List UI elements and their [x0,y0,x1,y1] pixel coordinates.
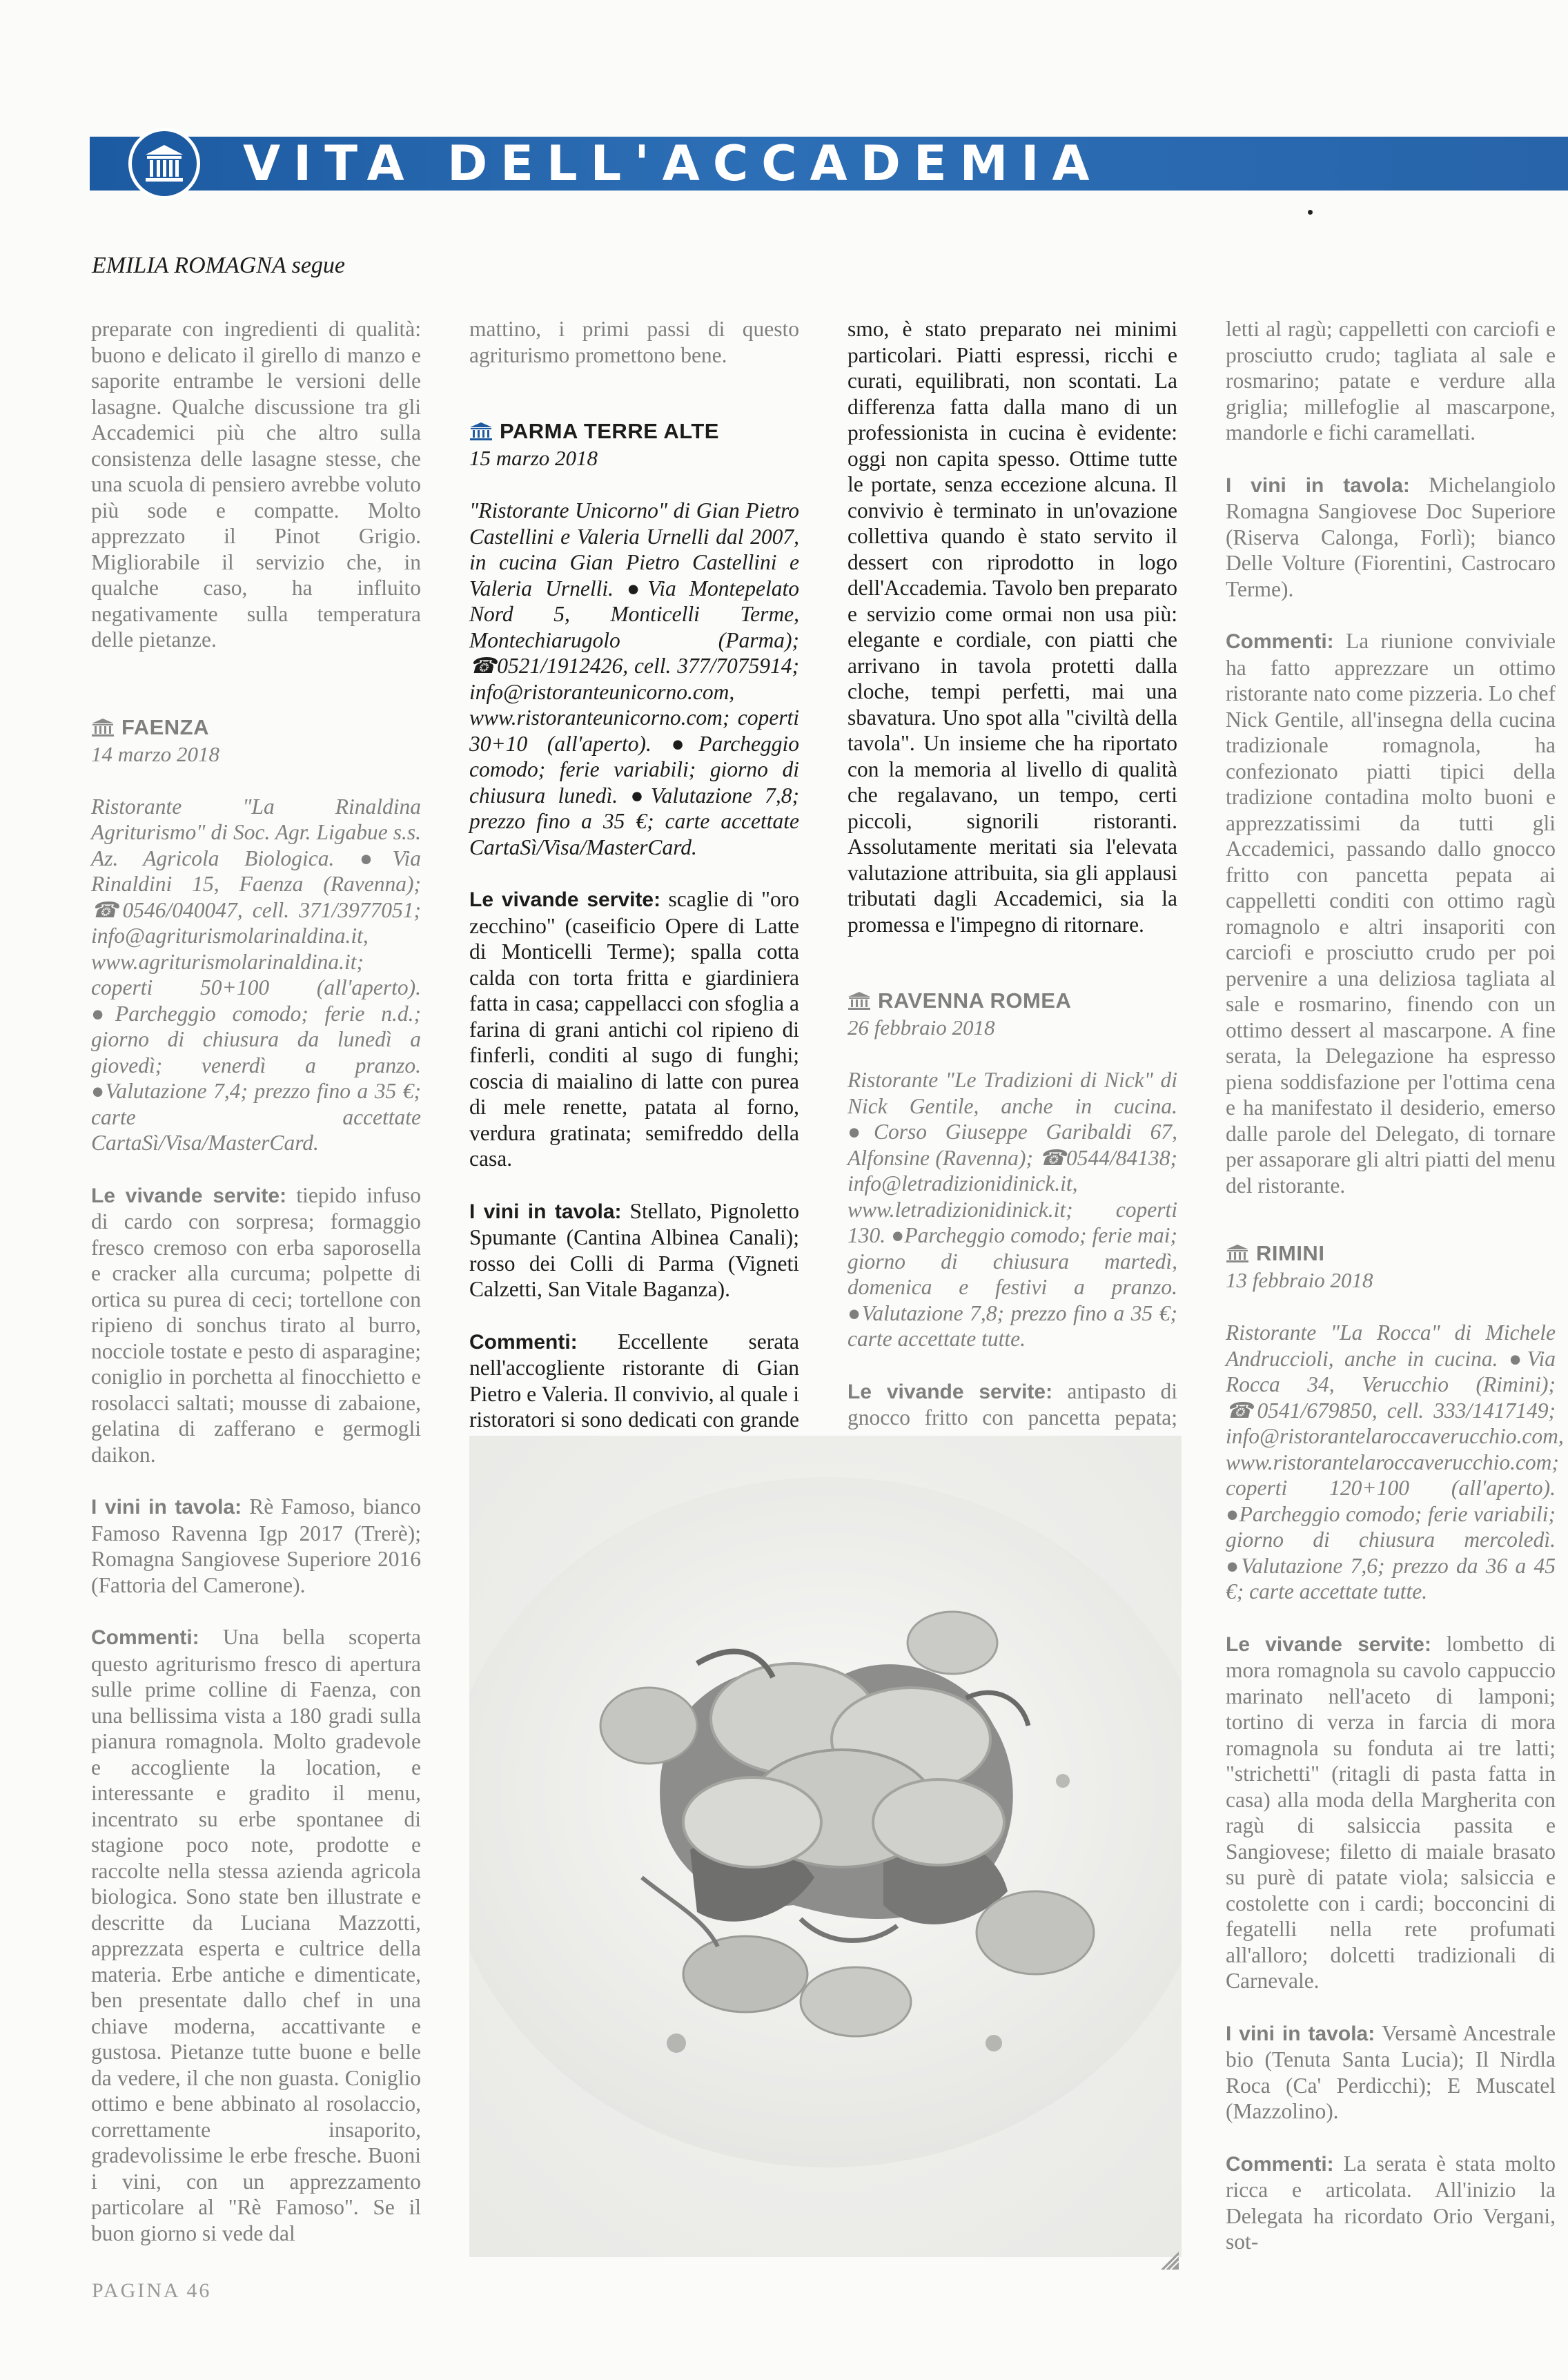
ravenna-title: RAVENNA ROMEA [878,988,1072,1013]
vini-label: I vini in tavola: [91,1496,242,1519]
vivande-label: Le vivande servite: [469,888,661,911]
parma-heading [469,418,799,445]
food-photo [469,1436,1182,2257]
ravenna-heading [847,987,1177,1015]
rimini-title: RIMINI [1256,1241,1325,1265]
commenti-text: La serata è stata molto ricca e articolata. All'inizio la Delegata ha ricordato Orio Vergani, sot- [1226,2151,1556,2254]
parma-vivande [469,886,799,1172]
parma-title: PARMA TERRE ALTE [500,419,719,443]
commenti-text: Una bella scoperta questo agriturismo fresco di apertura sulle prime colline di Faenza, con una bellissima vista a 180 gradi sulla pianura romagnola. Molto gradevole e accogliente la location, e interessante e gradito il menu, incentrato su erbe spontanee di stagione poco note, prodotte e raccolte nella stessa azienda agricola biologica. Sono state ben illustrate e descritte da Luciana Mazzotti, apprezzata esperta e cultrice della materia. Erbe antiche e dimenticate, ben presentate dallo chef in una chiave moderna, accattivante e gustosa. Pietanze tutte buone e belle da vedere, il che non guasta. Coniglio ottimo e bene abbinato al rosolaccio, correttamente insaporito, gradevolissime le erbe fresche. Buoni i vini, con un apprezzamento particolare al "Rè Famoso". Se il buon giorno si vede dal [91,1625,422,2245]
commenti-label: Commenti: [1226,2152,1334,2176]
vivande-label: Le vivande servite: [847,1380,1053,1403]
vini-label: I vini in tavola: [1226,2022,1375,2045]
academy-emblem-icon [128,128,200,199]
photo-corner-mark [1161,2252,1179,2270]
column-4 [1226,316,1564,2255]
vini-text: Rè Famoso, bianco Famoso Ravenna Igp 2017 (Trerè); Romagna Sangiovese Superiore 2016 (Fattoria del Camerone). [91,1494,421,1597]
commenti-label: Commenti: [1226,630,1334,653]
col4-intro: letti al ragù; cappelletti con carciofi e prosciutto crudo; tagliata al sale e rosmarino; patate e verdure alla griglia; millefoglie al mascarpone, mandorle e fichi caramellati. [1226,317,1556,445]
commenti-text: Eccellente serata nell'accogliente ristorante di Gian Pietro e Valeria. Il convivio, al quale i ristoratori si sono dedicati con grande [469,1329,799,1432]
page-number: PAGINA 46 [92,2279,212,2302]
faenza-vivande [91,1182,421,1468]
vini-label: I vini in tavola: [1226,474,1410,497]
vivande-label: Le vivande servite: [1226,1632,1431,1656]
vivande-text: scaglie di "oro zecchino" (caseificio Opere di Latte di Monticelli Terme); spalla cotta calda con torta fritta e giardiniera fatta in casa; cappellacci con sfoglia a farina di grani antichi col ripieno di finferli, conditi al sugo di funghi; coscia di maialino di latte con purea di mele renette, patata al forno, verdura gratinata; semifreddo della casa. [469,887,799,1171]
col1-intro: preparate con ingredienti di qualità: buono e delicato il girello di manzo e saporite entrambe le versioni delle lasagne. Qualche discussione tra gli Accademici più che altro sulla consistenza delle lasagne stesse, che una scuola di pensiero avrebbe voluto più sode e compatte. Molto apprezzato il Pinot Grigio. Migliorabile il servizio che, in qualche caso, ha influito negativamente sulla temperatura delle pietanze. [91,317,421,652]
ravenna-date: 26 febbraio 2018 [847,1015,995,1040]
building-icon [91,718,115,737]
parma-date: 15 marzo 2018 [469,446,598,470]
faenza-heading [91,714,421,741]
rimini-vini [1226,2020,1556,2125]
vivande-label: Le vivande servite: [91,1184,287,1207]
parma-info: "Ristorante Unicorno" di Gian Pietro Castellini e Valeria Urnelli dal 2007, in cucina Gian Pietro Castellini e Valeria Urnelli. ●Via Montepelato Nord 5, Monticelli Terme, Montechiarugolo (Parma); ☎0521/1912426, cell. 377/7075914; info@ristoranteunicorno.com, www.ristoranteunicorno.com; coperti 30+10 (all'aperto). ●Parcheggio comodo; ferie variabili; giorno di chiusura lunedì. ●Valutazione 7,8; prezzo fino a 35 €; carte accettate CartaSì/Visa/MasterCard. [469,498,799,859]
vini-text: Versamè Ancestrale bio (Tenuta Santa Lucia); Il Nirdla Roca (Ca' Perdicchi); E Muscatel (Mazzolino). [1226,2020,1556,2123]
faenza-date: 14 marzo 2018 [91,741,220,766]
commenti-text: La riunione conviviale ha fatto apprezzare un ottimo ristorante nato come pizzeria. Lo chef Nick Gentile, all'insegna della cucina tradizionale romagnola, ha confezionato piatti tipici della tradizione contadina molto buoni e apprezzatissimi da tutti gli Accademici, passando dallo gnocco fritto con pancetta pepata ai cappelletti conditi con ottimo ragù romagnolo e altri insaporiti con carciofi e prosciutto crudo per poi pervenire a una deliziosa tagliata al sale e rosmarino, finendo con un ottimo dessert al mascarpone. A fine serata, la Delegazione ha espresso piena soddisfazione per l'ottima cena e ha manifestato il desiderio, emerso dalle parole del Delegato, di tornare per assaporare gli altri piatti del menu del ristorante. [1226,629,1556,1198]
vivande-text: lombetto di mora romagnola su cavolo cappuccio marinato nell'aceto di lamponi; tortino di verza in farcia di mora romagnola su fonduta ai tre latti; "strichetti" (ritagli di pasta fatta in casa) alla moda della Margherita con ragù di salsiccia passita e Sangiovese; filetto di maiale brasato su purè di patate viola; salsiccia e costolette con i cardi; bocconcini di fegatelli nella rete profumati all'alloro; dolcetti tradizionali di Carnevale. [1226,1631,1556,1993]
parma-vini [469,1198,799,1303]
faenza-commenti [91,1624,421,2246]
faenza-vini [91,1494,421,1598]
vivande-text: antipasto di gnocco fritto con pancetta pepata; [847,1378,1177,1430]
commenti-label: Commenti: [469,1330,578,1354]
ravenna-vini [1226,472,1556,603]
column-3 [847,316,1177,1456]
vivande-text: tiepido infuso di cardo con sorpresa; formaggio fresco cremoso con erba saporosella e cracker alla curcuma; polpette di ortica su purea di ceci; tortellone con ripieno di sonchus tirato al burro, nocciole tostate e pesto di asparagine; coniglio in porchetta al finocchietto e rosolacci saltati; mousse di zabaione, gelatina di zafferano e germogli daikon. [91,1182,421,1467]
rimini-vivande [1226,1631,1556,1994]
stray-dot [1308,210,1313,215]
building-icon [469,422,493,441]
rimini-date: 13 febbraio 2018 [1226,1268,1373,1292]
col2-intro: mattino, i primi passi di questo agriturismo promettono bene. [469,317,799,367]
rimini-commenti [1226,2151,1556,2255]
ravenna-commenti [1226,628,1556,1198]
vini-text: Michelangiolo Romagna Sangiovese Doc Superiore (Riserva Calonga, Forlì); bianco Delle Volture (Fiorentini, Castrocaro Terme). [1226,472,1556,601]
rimini-heading [1226,1240,1556,1267]
vini-text: Stellato, Pignoletto Spumante (Cantina Albinea Canali); rosso dei Colli di Parma (Vigneti Calzetti, San Vitale Baganza). [469,1198,800,1301]
faenza-title: FAENZA [121,714,209,739]
ravenna-info: Ristorante "Le Tradizioni di Nick" di Nick Gentile, anche in cucina. ●Corso Giuseppe Garibaldi 67, Alfonsine (Ravenna); ☎0544/84138; info@letradizionidinick.it, www.letradizionidinick.it; coperti 130. ●Parcheggio comodo; ferie mai; giorno di chiusura martedì, domenica e festivi a pranzo. ●Valutazione 7,8; prezzo fino a 35 €; carte accettate tutte. [847,1068,1177,1351]
column-2 [469,316,799,1459]
building-icon [847,991,871,1011]
column-1 [91,316,421,2246]
rimini-info: Ristorante "La Rocca" di Michele Andruccioli, anche in cucina. ●Via Rocca 34, Verucchio (Rimini); ☎0541/679850, cell. 333/1417149; info@ristorantelaroccaverucchio.com, www.ristorantelaroccaverucchio.com; coperti 120+100 (all'aperto). ●Parcheggio comodo; ferie variabili; giorno di chiusura mercoledì. ●Valutazione 7,6; prezzo da 36 a 45 €; carte accettate tutte. [1226,1320,1564,1603]
faenza-info: Ristorante "La Rinaldina Agriturismo" di Soc. Agr. Ligabue s.s. Az. Agricola Biologica. ●Via Rinaldini 15, Faenza (Ravenna); ☎0546/040047, cell. 371/3977051; info@agriturismolarinaldina.it, www.agriturismolarinaldina.it; coperti 50+100 (all'aperto). ●Parcheggio comodo; ferie n.d.; giorno di chiusura da lunedì a giovedì; venerdì a pranzo. ●Valutazione 7,4; prezzo fino a 35 €; carte accettate CartaSì/Visa/MasterCard. [91,794,421,1155]
col3-intro: smo, è stato preparato nei minimi particolari. Piatti espressi, ricchi e curati, equilibrati, non scontati. La differenza fatta dalla mano di un professionista in cucina è evidente: oggi non capita spesso. Ottime tutte le portate, senza eccezione alcuna. Il convivio è terminato in un'ovazione collettiva quando è stato servito il dessert con riprodotto in logo dell'Accademia. Tavolo ben preparato e servizio come ormai non usa più: elegante e cordiale, con piatti che arrivano in tavola protetti dalla cloche, tempi perfetti, mai una sbavatura. Uno spot alla "civiltà della tavola". Un insieme che ha riportato con la memoria al livello di qualità che regalavano, un tempo, certi piccoli, signorili ristoranti. Assolutamente meritati sia l'elevata valutazione attribuita, sia gli applausi tributati dagli Accademici, sia la promessa e l'impegno di ritornare. [847,317,1177,937]
section-header-title: VITA DELL'ACCADEMIA [243,135,1103,192]
building-icon [1226,1244,1249,1263]
vini-label: I vini in tavola: [469,1200,622,1223]
commenti-label: Commenti: [91,1626,199,1649]
region-label: EMILIA ROMAGNA segue [92,253,346,278]
